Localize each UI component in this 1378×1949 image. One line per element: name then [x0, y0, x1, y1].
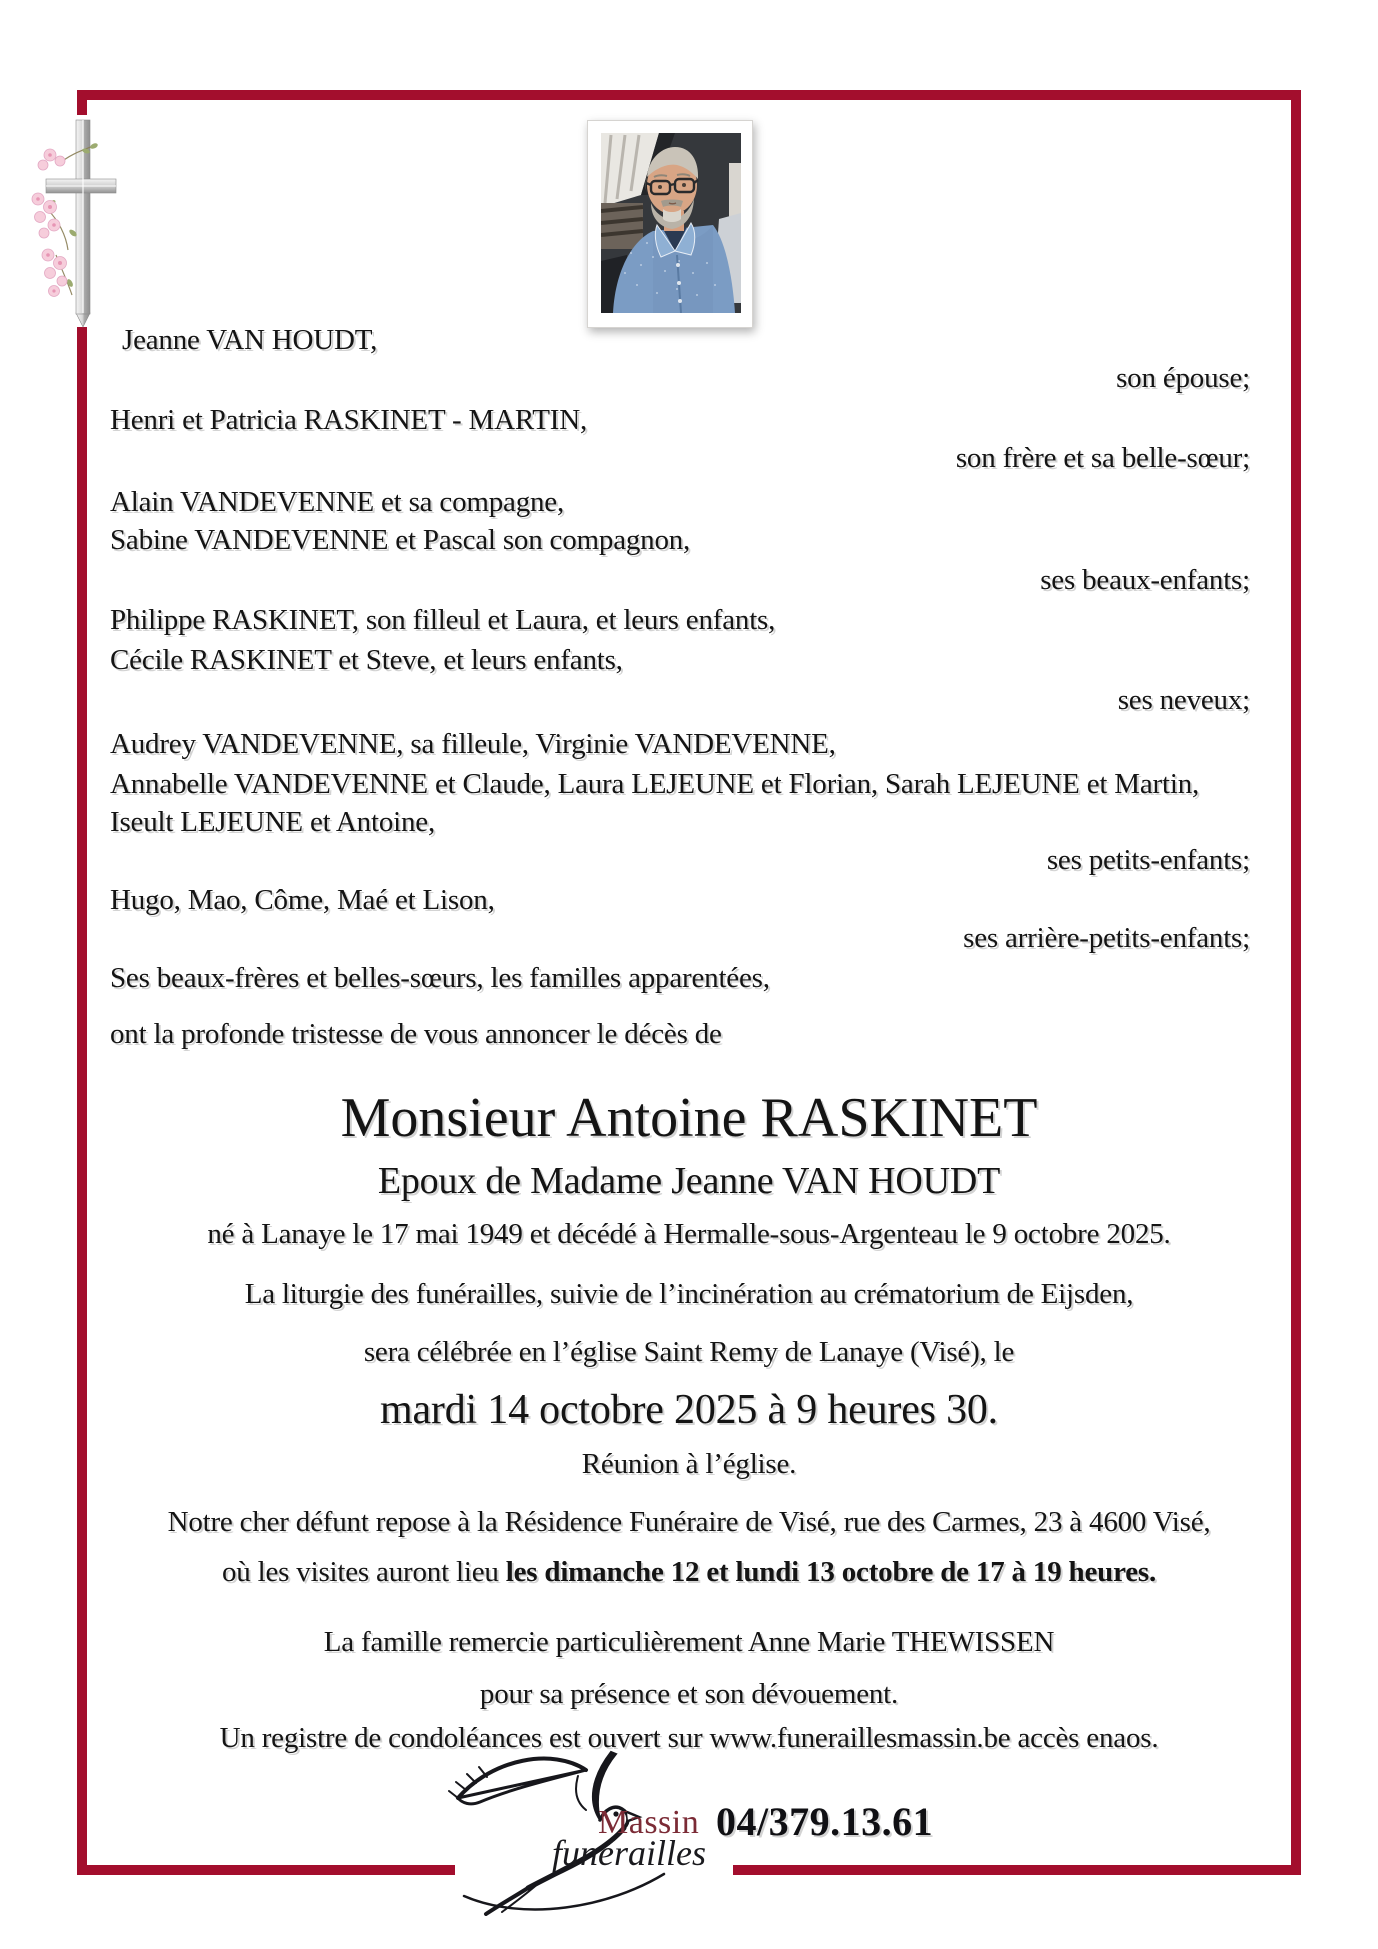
phone-number: 04/379.13.61 [716, 1799, 934, 1844]
family-line: Sabine VANDEVENNE et Pascal son compagnon, [110, 524, 691, 556]
relation-label: ses beaux-enfants; [1040, 564, 1250, 596]
brand-name: Massin [598, 1804, 700, 1841]
meeting-line: Réunion à l’église. [581, 1448, 797, 1480]
visitation-prefix: où les visites auront lieu [221, 1556, 506, 1588]
portrait-photo [587, 120, 753, 328]
cross-icon [28, 115, 128, 330]
portrait-photo-image [601, 133, 741, 313]
family-line: Hugo, Mao, Côme, Maé et Lison, [110, 884, 495, 916]
family-line: Alain VANDEVENNE et sa compagne, [110, 486, 565, 518]
family-line: Jeanne VAN HOUDT, [122, 324, 378, 356]
family-line: Ses beaux-frères et belles-sœurs, les familles apparentées, [110, 962, 770, 994]
announcement-intro: ont la profonde tristesse de vous annoncer le décès de [110, 1018, 722, 1050]
relation-label: ses neveux; [1117, 684, 1250, 716]
spouse-line: Epoux de Madame Jeanne VAN HOUDT [377, 1160, 1001, 1202]
visitation-line-2 [0, 1556, 1378, 1589]
deceased-name: Monsieur Antoine RASKINET [340, 1087, 1038, 1149]
family-line: Annabelle VANDEVENNE et Claude, Laura LEJEUNE et Florian, Sarah LEJEUNE et Martin, [110, 768, 1200, 800]
visitation-hours: les dimanche 12 et lundi 13 octobre de 17 à 19 heures. [505, 1556, 1157, 1588]
condolences-line: Un registre de condoléances est ouvert sur www.funeraillesmassin.be accès enaos. [219, 1722, 1159, 1754]
relation-label: ses petits-enfants; [1046, 844, 1250, 876]
family-line: Henri et Patricia RASKINET - MARTIN, [110, 404, 587, 436]
family-line: Audrey VANDEVENNE, sa filleule, Virginie VANDEVENNE, [110, 728, 836, 760]
family-line: Philippe RASKINET, son filleul et Laura, et leurs enfants, [110, 604, 776, 636]
ceremony-datetime: mardi 14 octobre 2025 à 9 heures 30. [380, 1387, 998, 1433]
family-line: Cécile RASKINET et Steve, et leurs enfants, [110, 644, 623, 676]
ceremony-line-2: sera célébrée en l’église Saint Remy de Lanaye (Visé), le [363, 1336, 1015, 1368]
cross-with-flowers-decoration [28, 115, 128, 330]
ceremony-line-1: La liturgie des funérailles, suivie de l’incinération au crématorium de Eijsden, [244, 1278, 1134, 1310]
relation-label: son frère et sa belle-sœur; [955, 442, 1250, 474]
brand-subtitle: funérailles [552, 1833, 706, 1873]
thanks-line-2: pour sa présence et son dévouement. [479, 1678, 899, 1710]
visitation-line-1: Notre cher défunt repose à la Résidence Funéraire de Visé, rue des Carmes, 23 à 4600 Visé, [167, 1506, 1211, 1538]
relation-label: son épouse; [1116, 362, 1250, 394]
relation-label: ses arrière-petits-enfants; [963, 922, 1250, 954]
family-line: Iseult LEJEUNE et Antoine, [110, 806, 436, 838]
birth-death-line: né à Lanaye le 17 mai 1949 et décédé à Hermalle-sous-Argenteau le 9 octobre 2025. [207, 1218, 1171, 1250]
thanks-line-1: La famille remercie particulièrement Anne Marie THEWISSEN [323, 1626, 1055, 1658]
